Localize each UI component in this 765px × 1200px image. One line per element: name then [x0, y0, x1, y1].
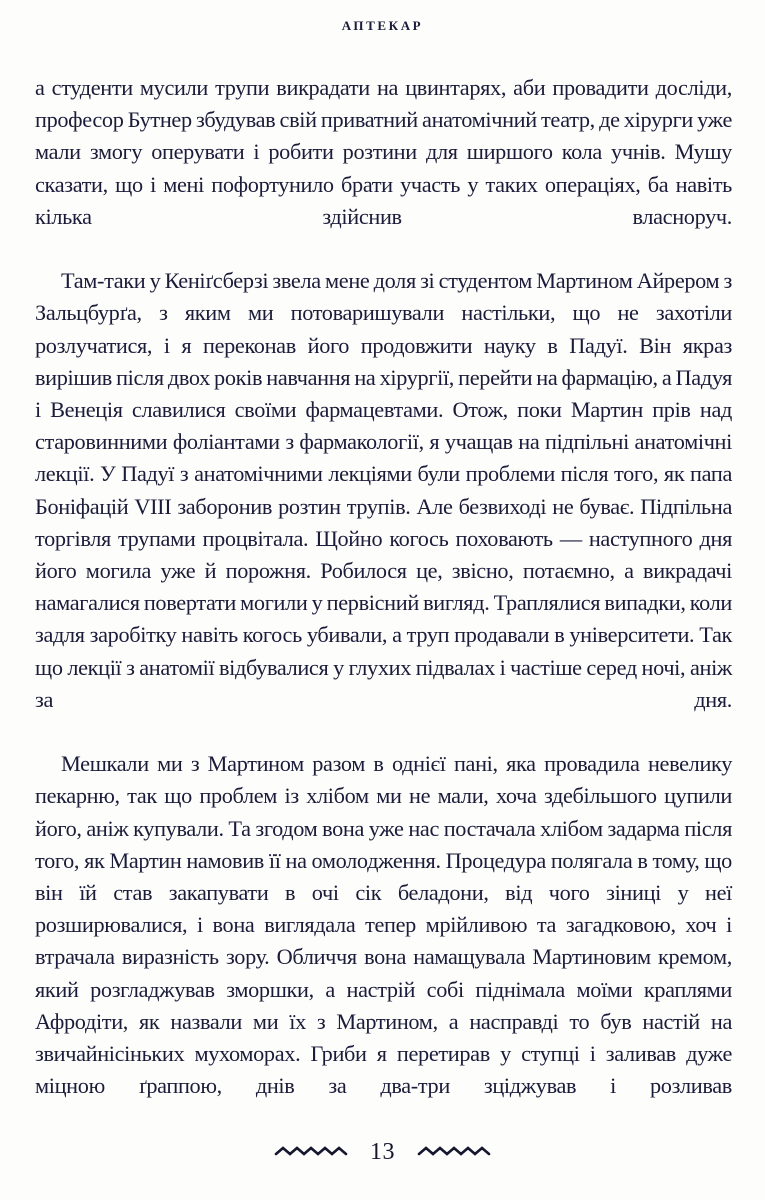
zigzag-wave-ornament-left [274, 1145, 348, 1159]
zigzag-wave-ornament-right [417, 1145, 491, 1159]
paragraph: а студенти мусили трупи викрадати на цвинтарях, аби провадити досліди, професор Бутнер збудував свій приватний анатомічний театр, де хірурги уже мали змогу оперувати і робити розтини для ширшого кола учнів. Мушу сказати, що і мені пофортунило брати участь у таких операціях, ба навіть кілька здійснив власноруч. [35, 75, 732, 229]
paragraph: Мешкали ми з Мартином разом в однієї пані, яка провадила невелику пекарню, так що проблем із хлібом ми не мали, хоча здебільшого цупили його, аніж купували. Та згодом вона уже нас постачала хлібом задарма після того, як Мартин намовив її на омолодження. Процедура полягала в тому, що він їй став закапувати в очі сік беладони, від чого зіниці у неї розширювалися, і вона виглядала тепер мрійливою та загадковою, хоч і втрачала виразність зору. Обличчя вона намащувала Мартиновим кремом, який розгладжував зморшки, а настрій собі піднімала моїми краплями Афродіти, як назвали ми їх з Мартином, а насправді то був настій на звичайнісіньких мухоморах. Гриби я перетирав у ступці і заливав дуже міцною ґраппою, днів за два-три зціджував і розливав [35, 751, 732, 1099]
page-number: 13 [370, 1139, 395, 1165]
page-footer [0, 1140, 765, 1164]
body-text-block [35, 72, 732, 1135]
running-head: АПТЕКАР [341, 18, 424, 33]
paragraph: Там-таки у Кеніґсберзі звела мене доля зі студентом Мартином Айрером з Зальцбурґа, з яким ми потоваришували настільки, що не захотіли розлучатися, і я переконав його продовжити науку в Падуї. Він якраз вирішив після двох років навчання на хірургії, перейти на фармацію, а Падуя і Венеція славилися своїми фармацевтами. Отож, поки Мартин прів над старовинними фоліантами з фармакології, я учащав на підпільні анатомічні лекції. У Падуї з анатомічними лекціями були проблеми після того, як папа Боніфацій VIII заборонив розтин трупів. Але безвиході не буває. Підпільна торгівля трупами процвітала. Щойно когось поховають — наступного дня його могила уже й порожня. Робилося це, звісно, потаємно, а викрадачі намагалися повертати могили у первісний вигляд. Траплялися випадки, коли задля заробітку навіть когось убивали, а труп продавали в університети. Так що лекції з анатомії відбувалися у глухих підвалах і частіше серед ночі, аніж за дня. [35, 268, 732, 712]
